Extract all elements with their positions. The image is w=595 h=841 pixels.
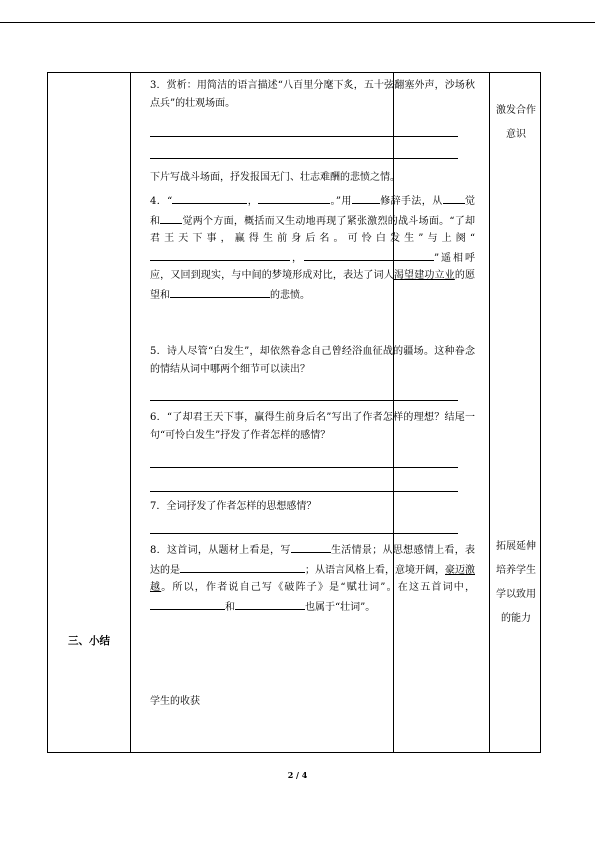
blank xyxy=(150,248,290,261)
question-3: 3．赏析：用简洁的语言描述“八百里分麾下炙，五十弦翻塞外声，沙场秋点兵”的壮观场面。 xyxy=(150,80,475,109)
answer-line xyxy=(150,491,458,492)
answer-line xyxy=(150,467,458,468)
lesson-table xyxy=(47,72,541,753)
blank xyxy=(304,248,434,261)
underlined-phrase: 豪迈激越 xyxy=(150,564,475,593)
blank xyxy=(172,191,247,204)
blank xyxy=(235,597,305,610)
answer-line xyxy=(150,400,458,401)
student-harvest: 学生的收获 xyxy=(150,696,200,707)
answer-line xyxy=(150,136,458,137)
answer-line xyxy=(150,158,458,159)
header-rule xyxy=(0,22,595,23)
question-8: 8．这首词，从题材上看是，写 生活情景；从思想感情上看，表达的是 ；从语言风格上看，意境开阔，豪迈激越。所以，作者说自己写《破阵子》是“赋壮词”。在这五首词中，和 也属于“壮词”。 xyxy=(150,540,475,616)
right-note-1: 激发合作意识 xyxy=(496,105,536,140)
blank xyxy=(160,211,182,224)
blank xyxy=(258,191,330,204)
question-7: 7．全词抒发了作者怎样的思想感情？ xyxy=(150,501,317,512)
page-number: 2 / 4 xyxy=(287,770,308,780)
blank xyxy=(291,540,331,553)
blank xyxy=(170,285,270,298)
column-divider-1 xyxy=(130,73,131,752)
question-5: 5．诗人尽管“白发生”，却依然眷念自己曾经浴血征战的疆场。这种眷念的情结从词中哪两个细节可以读出？ xyxy=(150,346,475,375)
blank xyxy=(352,191,380,204)
right-note-2: 拓展延伸培养学生学以致用的能力 xyxy=(496,541,536,624)
xiapian-text: 下片写战斗场面，抒发报国无门、壮志难酬的悲愤之情。 xyxy=(150,172,400,183)
underlined-phrase: 渴望建功立业 xyxy=(393,270,455,281)
blank xyxy=(180,560,305,573)
question-6: 6．“了却君王天下事，赢得生前身后名”写出了作者怎样的理想？结尾一句“可怜白发生”抒发了作者怎样的感情？ xyxy=(150,412,475,441)
blank xyxy=(443,191,465,204)
section-label: 三、小结 xyxy=(68,635,110,647)
answer-line xyxy=(150,533,458,534)
column-divider-3 xyxy=(489,73,490,752)
question-4: 4．“ ， 。”用 修辞手法，从 觉和 觉两个方面，概括而又生动地再现了紧张激烈的战斗场面。“了却君王天下事，赢得生前身后名。可怜白发生”与上阕“， ”遥相呼应，又回到现实，与中间的梦境形成对比，表达了词人渴望建功立业的愿望和 的悲愤。 xyxy=(150,191,475,304)
blank xyxy=(150,597,225,610)
